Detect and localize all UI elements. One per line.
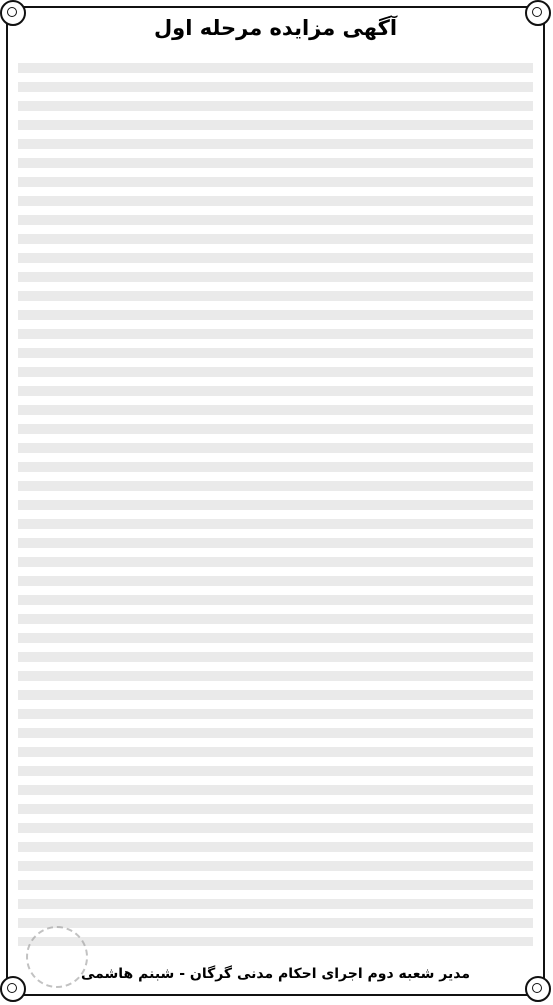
notice-body-text [18, 56, 533, 946]
auction-notice [6, 6, 545, 996]
signature-line: مدیر شعبه دوم اجرای احکام مدنی گرگان - شبنم هاشمی [80, 966, 471, 982]
notice-title: آگهی مزایده مرحله اول [153, 16, 398, 40]
